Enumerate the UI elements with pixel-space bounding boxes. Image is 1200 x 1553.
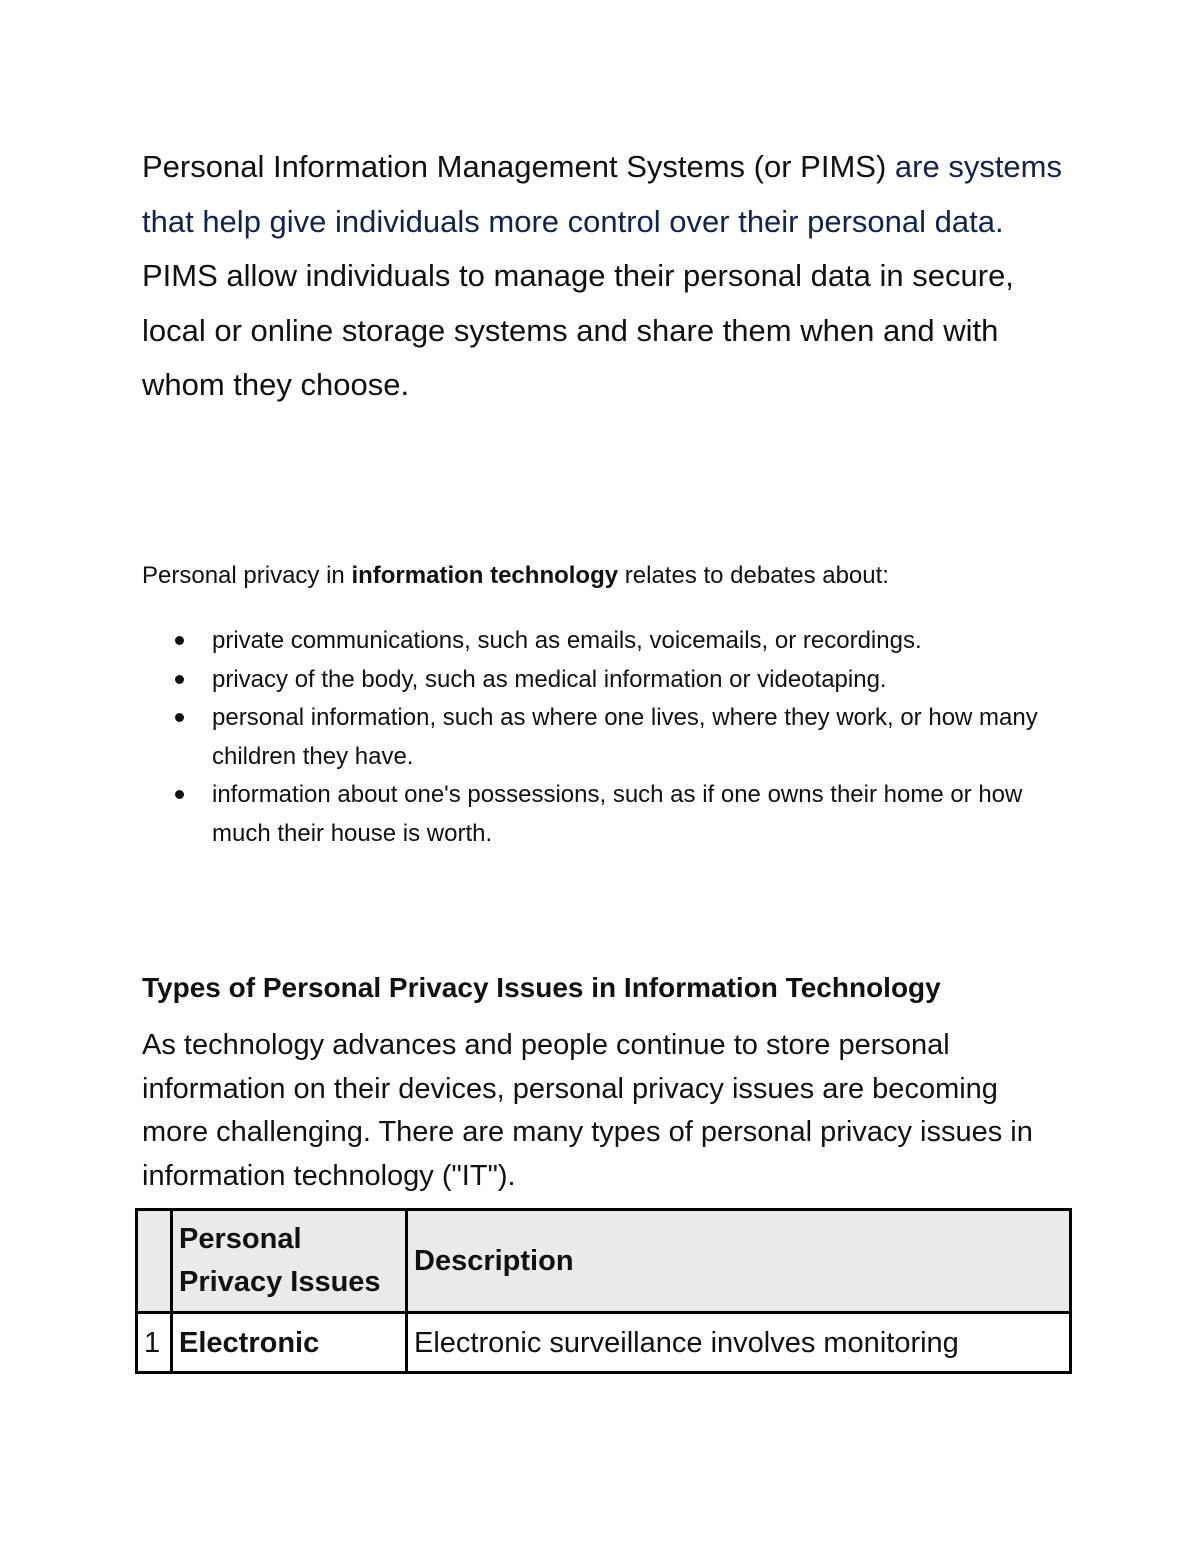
list-item <box>142 622 1072 661</box>
header-description: Description <box>407 1210 1071 1313</box>
bullet-icon <box>175 713 184 722</box>
header-issue: Personal Privacy Issues <box>172 1210 407 1313</box>
list-item-text: privacy of the body, such as medical information or videotaping. <box>212 665 887 693</box>
row-issue: Electronic <box>172 1313 407 1373</box>
section-body-paragraph: As technology advances and people continue to store personal information on their devices, personal privacy issues are becoming more challenging. There are many types of personal privacy issues in information technology ("IT"). <box>142 1029 1033 1192</box>
intro-paragraph <box>142 140 1072 413</box>
privacy-intro-paragraph <box>142 558 1072 594</box>
section-heading: Types of Personal Privacy Issues in Information Technology <box>142 972 941 1003</box>
intro-text-part2: are systems that help give individuals more control over their personal data. <box>142 149 1063 239</box>
list-item-text: personal information, such as where one lives, where they work, or how many children they have. <box>212 704 1038 770</box>
bullet-icon <box>175 675 184 684</box>
privacy-topics-list <box>142 622 1072 853</box>
bullet-icon <box>175 790 184 799</box>
privacy-intro-after: relates to debates about: <box>618 562 889 589</box>
row-number: 1 <box>137 1313 172 1373</box>
privacy-issues-table <box>135 1208 1072 1374</box>
list-item <box>142 661 1072 700</box>
bullet-icon <box>175 636 184 645</box>
privacy-intro-before: Personal privacy in <box>142 562 352 589</box>
header-number <box>137 1210 172 1313</box>
table-header-row <box>137 1210 1071 1313</box>
list-item-text: information about one's possessions, such as if one owns their home or how much their house is worth. <box>212 781 1023 847</box>
intro-text-part3: PIMS allow individuals to manage their personal data in secure, local or online storage systems and share them when and with whom they choose. <box>142 258 1014 402</box>
privacy-intro-bold: information technology <box>351 562 619 589</box>
row-description: Electronic surveillance involves monitoring <box>407 1313 1071 1373</box>
list-item <box>142 699 1072 776</box>
intro-text-part1: Personal Information Management Systems (or PIMS) <box>142 149 895 184</box>
list-item-text: private communications, such as emails, voicemails, or recordings. <box>212 627 922 654</box>
table-row <box>137 1313 1071 1373</box>
list-item <box>142 776 1072 853</box>
